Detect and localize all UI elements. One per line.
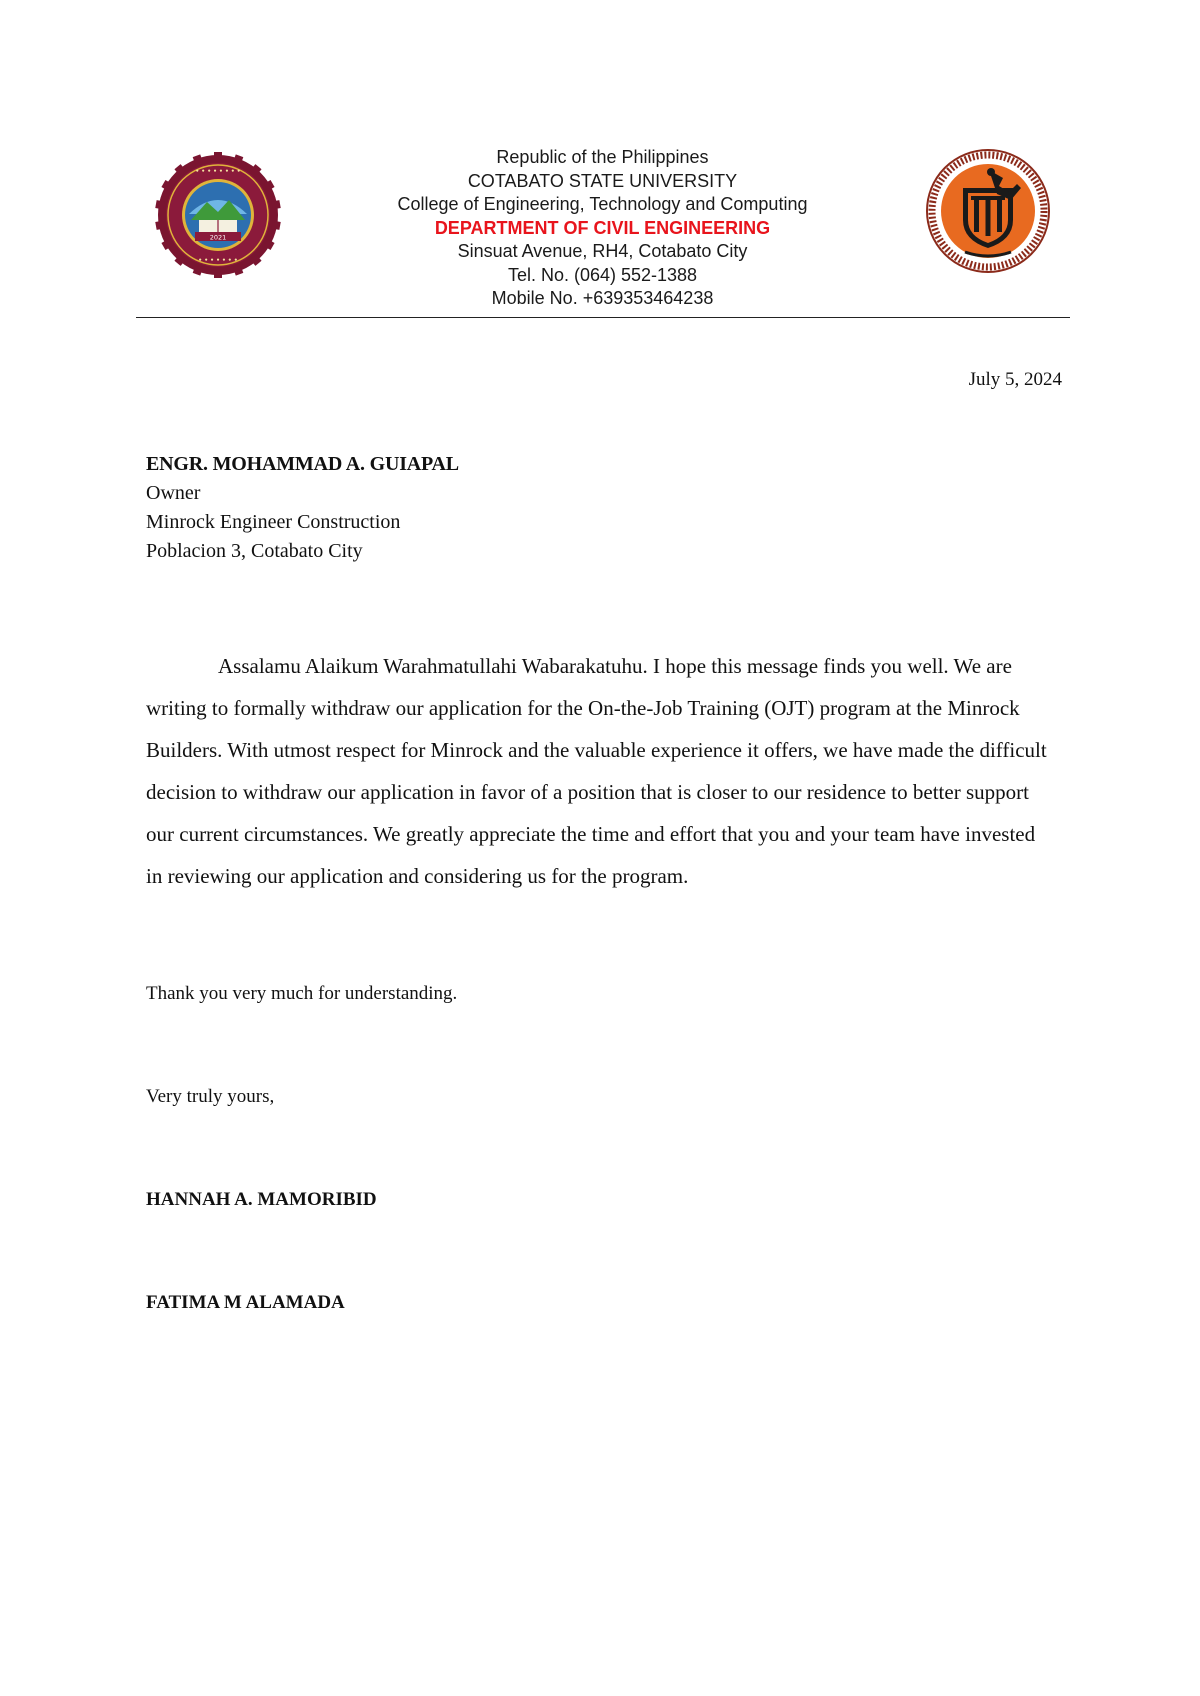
addressee-block xyxy=(146,450,459,566)
letter-body xyxy=(146,645,1056,897)
signer-name: FATIMA M ALAMADA xyxy=(146,1292,345,1313)
address-line: Sinsuat Avenue, RH4, Cotabato City xyxy=(457,241,748,261)
svg-text:• • • • • • • •: • • • • • • • • xyxy=(195,168,241,175)
letter-date: July 5, 2024 xyxy=(968,369,1062,390)
university-seal-icon xyxy=(155,152,281,278)
recipient-title: Owner xyxy=(146,482,201,504)
body-paragraph: Assalamu Alaikum Warahmatullahi Wabarakatuhu. I hope this message finds you well. We are writing to formally withdraw our application for the On-the-Job Training (OJT) program at the Minrock Builders. With utmost respect for Minrock and the valuable experience it offers, we have made the difficult decision to withdraw our application in favor of a position that is closer to our residence to better support our current circumstances. We greatly appreciate the time and effort that you and your team have invested in reviewing our application and considering us for the program. xyxy=(146,654,1047,888)
recipient-company: Minrock Engineer Construction xyxy=(146,511,401,533)
university-name: COTABATO STATE UNIVERSITY xyxy=(467,170,738,191)
thanks-line: Thank you very much for understanding. xyxy=(146,983,458,1004)
mobile-line: Mobile No. +639353464238 xyxy=(491,288,714,308)
college-name: College of Engineering, Technology and Computing xyxy=(397,194,808,214)
recipient-name: ENGR. MOHAMMAD A. GUIAPAL xyxy=(146,453,459,475)
letterhead-divider xyxy=(136,317,1070,318)
telephone-line: Tel. No. (064) 552-1388 xyxy=(507,264,698,285)
republic-line: Republic of the Philippines xyxy=(496,147,709,167)
civil-engineering-seal-icon xyxy=(925,148,1051,274)
recipient-address: Poblacion 3, Cotabato City xyxy=(146,540,363,562)
letterhead xyxy=(135,140,1070,320)
svg-text:• • • • • • •: • • • • • • • xyxy=(198,257,238,264)
letterhead-text xyxy=(295,146,910,311)
signer-name: HANNAH A. MAMORIBID xyxy=(146,1189,377,1210)
svg-text:2021: 2021 xyxy=(209,233,227,242)
department-name: DEPARTMENT OF CIVIL ENGINEERING xyxy=(434,217,771,238)
closing-line: Very truly yours, xyxy=(146,1086,275,1107)
